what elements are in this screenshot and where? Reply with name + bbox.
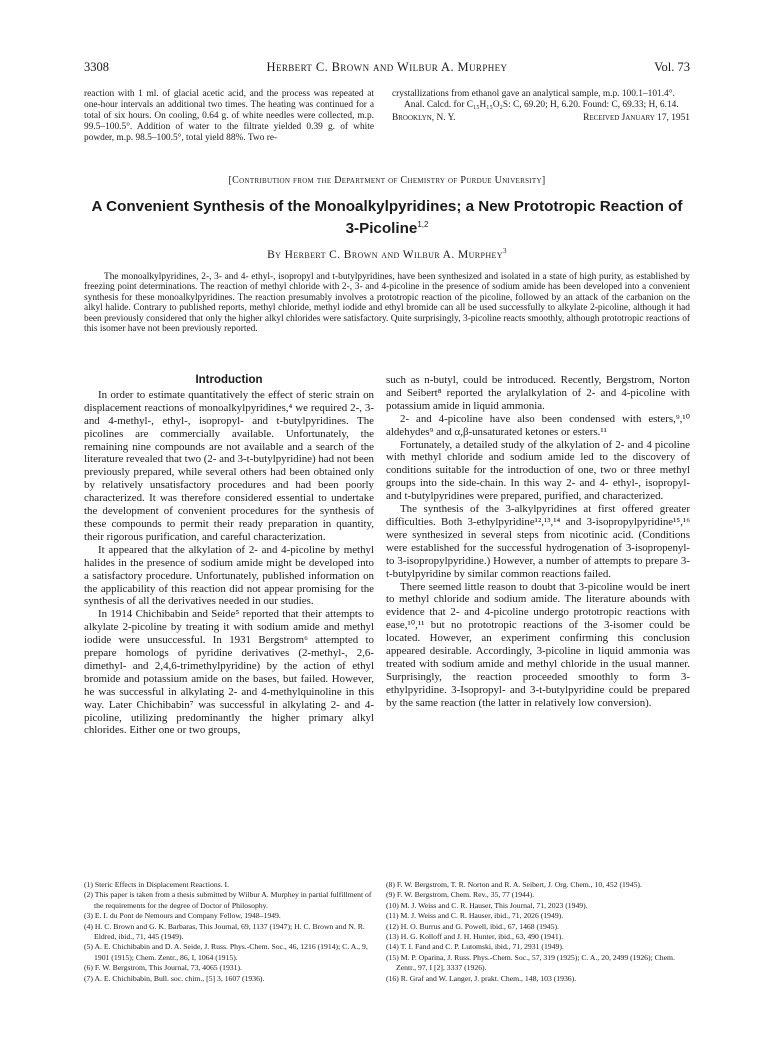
footnote: (6) F. W. Bergstrom, This Journal, 73, 4065 (1931). — [84, 963, 242, 973]
title-footnote-ref: 1,2 — [417, 220, 429, 229]
paragraph: 2- and 4-picoline have also been condensed with esters,⁹,¹⁰ aldehydes⁹ and α,β-unsaturated ketones or esters.¹¹ — [386, 412, 690, 438]
running-title: Herbert C. Brown and Wilbur A. Murphey — [266, 60, 508, 74]
footnote: (3) E. I. du Pont de Nemours and Company Fellow, 1948–1949. — [84, 911, 281, 921]
footnote: (15) M. P. Oparina, J. Russ. Phys.-Chem. Soc., 57, 319 (1925); C. A., 20, 2499 (1926); Chem. Zentr., 97, I [2], 3337 (1926). — [386, 952, 675, 973]
paragraph: It appeared that the alkylation of 2- and 4-picoline by methyl halides in the presence of sodium amide might be developed into a satisfactory procedure. Unfortunately, published information on the applicability of this reaction did not appear promising for the synthesis of all the derivatives needed in our studies. — [84, 543, 374, 608]
paragraph: In order to estimate quantitatively the effect of steric strain on displacement reactions of monoalkylpyridines,⁴ we required 2-, 3- and 4-methyl-, ethyl-, isopropyl- and t-butylpyridines. The picolines are commercially available. Unfortunately, the remaining nine compounds are not available and a search of the literature revealed that two (2- and 3-t-butylpyridine) had not been previously prepared, while several others had been obtained only by relatively unsatisfactory procedures and had been poorly characterized. It was therefore considered essential to undertake the development of convenient procedures for the synthesis of these compounds to permit their ready preparation in quantity, their rigorous purification, and careful characterization. — [84, 388, 375, 543]
footnote: (9) F. W. Bergstrom, Chem. Rev., 35, 77 (1944). — [386, 890, 535, 900]
footnote: (7) A. E. Chichibabin, Bull. soc. chim., [5] 3, 1607 (1936). — [84, 973, 265, 983]
footnote: (16) R. Graf and W. Langer, J. prakt. Chem., 148, 103 (1936). — [386, 973, 577, 983]
paragraph: There seemed little reason to doubt that 3-picoline would be inert to methyl chloride and sodium amide. The literature abounds with evidence that 2- and 4-picoline undergo prototropic reactions with ease,¹⁰,¹¹ but no prototropic reactions of the 3-isomer could be located. However, an experiment confirming this conclusion appeared desirable. Accordingly, 3-picoline in liquid ammonia was treated with sodium amide and methyl chloride in the usual manner. Surprisingly, the reaction proceeded smoothly to form 3-ethylpyridine. 3-Isopropyl- and 3-t-butylpyridine could be prepared by the same reaction (the latter in relatively low conversion). — [386, 580, 690, 709]
footnote: (10) M. J. Weiss and C. R. Hauser, This Journal, 71, 2023 (1949). — [386, 900, 588, 910]
previous-article-right-text: crystallizations from ethanol gave an analytical sample, m.p. 100.1–101.4°. — [392, 89, 675, 99]
paragraph: such as n-butyl, could be introduced. Recently, Bergstrom, Norton and Seibert⁸ reported the arylalkylation of 2- and 4-picoline with potassium amide in liquid ammonia. — [386, 374, 690, 412]
author-footnote-ref: 3 — [502, 247, 507, 255]
previous-article-right — [392, 89, 690, 124]
article-title — [84, 198, 690, 238]
footnote: (13) H. G. Kolloff and J. H. Hunter, ibid., 63, 490 (1941). — [386, 932, 564, 942]
footnote: (14) T. I. Fand and C. P. Lutomski, ibid., 71, 2931 (1949). — [386, 942, 564, 952]
footnotes-right — [386, 880, 690, 984]
title-line-2-text: 3-Picoline — [345, 220, 418, 238]
footnote: (8) F. W. Bergstrom, T. R. Norton and R. A. Seibert, J. Org. Chem., 10, 452 (1945). — [386, 880, 642, 889]
footnote: (12) H. O. Burrus and G. Powell, ibid., 67, 1468 (1945). — [386, 921, 559, 931]
body-column-right — [386, 374, 690, 710]
abstract: The monoalkylpyridines, 2-, 3- and 4- ethyl-, isopropyl and t-butylpyridines, have been synthesized and isolated in a state of high purity, as established by freezing point determinations. The reaction of methyl chloride with 2-, 3- and 4-picoline in the presence of sodium amide has been developed into a convenient synthesis for these monoalkylpyridines. The reaction presumably involves a prototropic reaction of the picoline, followed by an attack of the carbanion on the alkyl halide. Contrary to published reports, methyl chloride, methyl iodide and ethyl bromide can all be used successfully to alkylate 2-picoline, although it had been previously considered that only the higher alkyl chlorides were satisfactory. Quite surprisingly, 3-picoline reacts smoothly, although prototropic reactions of this isomer have not been previously reported. — [84, 272, 690, 335]
title-line-2 — [84, 216, 690, 238]
introduction-heading: Introduction — [195, 374, 263, 386]
title-line-1: A Convenient Synthesis of the Monoalkylpyridines; a New Prototropic Reaction of — [91, 198, 683, 215]
body-column-left — [84, 374, 374, 737]
previous-article-left-text: reaction with 1 ml. of glacial acetic acid, and the process was repeated at one-hour intervals an additional two times. The heating was continued for a total of six hours. On cooling, 0.64 g. of white needles were collected, m.p. 99.5–100.5°. Addition of water to the filtrate yielded 0.39 g. of white powder, m.p. 98.5–100.5°, total yield 88%. Two re- — [84, 89, 374, 144]
contribution-line: [Contribution from the Department of Chemistry of Purdue University] — [228, 175, 546, 186]
author-names: By Herbert C. Brown and Wilbur A. Murphey — [267, 248, 503, 261]
footnote: (11) M. J. Weiss and C. R. Hauser, ibid., 71, 2026 (1949). — [386, 911, 564, 921]
footnote: (2) This paper is taken from a thesis submitted by Wilbur A. Murphey in partial fulfillment of the requirements for the degree of Doctor of Philosophy. — [84, 890, 372, 910]
paragraph: In 1914 Chichibabin and Seide⁵ reported that their attempts to alkylate 2-picoline by treating it with sodium amide and methyl iodide were unsuccessful. In 1931 Bergstrom⁶ attempted to prepare homologs of pyridine derivatives (2-methyl-, 2,6-dimethyl- and 2,4,6-trimethylpyridine) by the action of ethyl bromide and potassium amide on the bases, but failed. However, he was successful in alkylating 2- and 4-methylquinoline in this way. Later Chichibabin⁷ was successful in alkylating 2- and 4-picoline, utilizing predominantly the higher primary alkyl chlorides. Either one or two groups, — [84, 608, 374, 737]
paragraph: Fortunately, a detailed study of the alkylation of 2- and 4 picoline with methyl chloride and sodium amide led to the discovery of conditions suitable for the introduction of one, two or three methyl groups into the side-chain. In this way 2- and 4- ethyl-, isopropyl- and t-butylpyridines were prepared, purified, and characterized. — [386, 438, 690, 503]
running-header — [84, 60, 690, 78]
author-line — [84, 247, 690, 261]
paragraph: The synthesis of the 3-alkylpyridines at first offered greater difficulties. Both 3-ethylpyridine¹²,¹³,¹⁴ and 3-isopropylpyridine¹⁵,¹⁶ were synthesized in several steps from nicotinic acid. (Conditions were established for the successful hydrogenation of 3-isopropenyl- to 3-isopropylpyridine.) However, a number of attempts to prepare 3-t-butylpyridine by similar common reactions failed. — [386, 503, 690, 580]
footnotes-left — [84, 880, 376, 984]
analysis-line: Anal. Calcd. for C₁₅H₁₅O₂S: C, 69.20; H, 6.20. Found: C, 69.33; H, 6.14. — [404, 100, 679, 111]
footnote: (4) H. C. Brown and G. K. Barbaras, This Journal, 69, 1137 (1947); H. C. Brown and N. R. Eldred, ibid., 71, 445 (1949). — [84, 921, 365, 942]
received-date: Received January 17, 1951 — [583, 113, 690, 124]
footnote: (5) A. E. Chichibabin and D. A. Seide, J. Russ. Phys.-Chem. Soc., 46, 1216 (1914); C. A., 9, 1901 (1915); Chem. Zentr., 86, I, 1064 (1915). — [84, 942, 368, 962]
location: Brooklyn, N. Y. — [392, 113, 456, 124]
volume-label: Vol. 73 — [654, 60, 690, 74]
signature-line — [392, 113, 690, 124]
footnote: (1) Steric Effects in Displacement Reactions. I. — [84, 880, 230, 889]
page-number: 3308 — [84, 60, 109, 74]
